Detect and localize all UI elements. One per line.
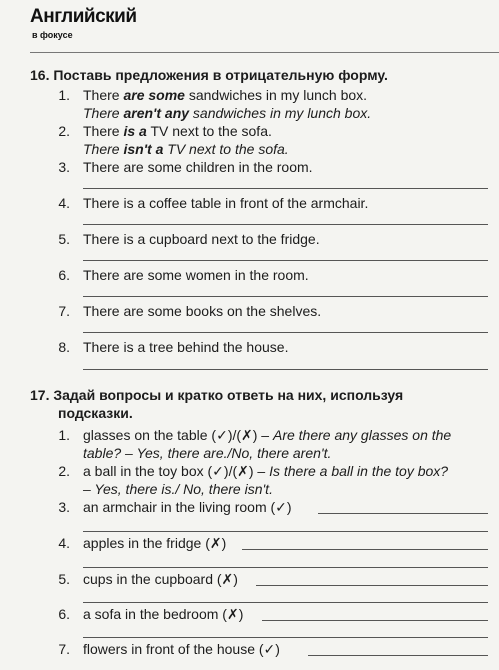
logo — [30, 6, 137, 46]
ex17-item-4: apples in the fridge (✗) — [83, 535, 227, 551]
ex17-item-number: 4. — [58, 535, 70, 551]
ex17-item-number: 7. — [58, 641, 70, 657]
answer-line[interactable] — [318, 513, 488, 514]
answer-line[interactable] — [83, 369, 488, 370]
answer-line[interactable] — [83, 296, 488, 297]
ex17-item-5: cups in the cupboard (✗) — [83, 571, 238, 587]
ex17-answer-1: table? – Yes, there are./No, there aren't. — [83, 445, 332, 461]
ex16-item-6: There are some women in the room. — [83, 267, 309, 283]
answer-line[interactable] — [83, 637, 488, 638]
ex17-answer-2: – Yes, there is./ No, there isn't. — [83, 481, 273, 497]
ex17-item-6: a sofa in the bedroom (✗) — [83, 606, 244, 622]
answer-line[interactable] — [83, 332, 488, 333]
ex17-item-7: flowers in front of the house (✓) — [83, 641, 280, 657]
answer-line[interactable] — [83, 260, 488, 261]
ex17-item-number: 5. — [58, 571, 70, 587]
ex16-item-number: 4. — [58, 195, 70, 211]
ex16-item-number: 7. — [58, 303, 70, 319]
answer-line[interactable] — [83, 567, 488, 568]
answer-line[interactable] — [256, 585, 488, 586]
ex16-item-number: 8. — [58, 339, 70, 355]
ex16-item-2: There is a TV next to the sofa. — [83, 123, 272, 139]
ex17-item-number: 2. — [58, 463, 70, 479]
ex16-item-number: 3. — [58, 159, 70, 175]
ex17-item-number: 6. — [58, 606, 70, 622]
ex16-item-number: 1. — [58, 87, 70, 103]
ex17-item-number: 1. — [58, 427, 70, 443]
ex17-item-number: 3. — [58, 499, 70, 515]
ex16-item-1: There are some sandwiches in my lunch box. — [83, 87, 368, 103]
ex17-item-3: an armchair in the living room (✓) — [83, 499, 292, 515]
answer-line[interactable] — [83, 531, 488, 532]
answer-line[interactable] — [83, 224, 488, 225]
ex16-item-7: There are some books on the shelves. — [83, 303, 322, 319]
ex16-item-4: There is a coffee table in front of the armchair. — [83, 195, 369, 211]
ex16-item-number: 5. — [58, 231, 70, 247]
header-rule — [30, 52, 499, 53]
answer-line[interactable] — [83, 188, 488, 189]
ex16-item-8: There is a tree behind the house. — [83, 339, 289, 355]
ex16-answer-2: There isn't a TV next to the sofa. — [83, 141, 289, 157]
ex16-item-3: There are some children in the room. — [83, 159, 313, 175]
logo-title: Английский — [30, 6, 137, 27]
answer-line[interactable] — [242, 549, 488, 550]
ex16-item-5: There is a cupboard next to the fridge. — [83, 231, 320, 247]
ex17-item-1: glasses on the table (✓)/(✗) – Are there any glasses on the — [83, 427, 452, 443]
answer-line[interactable] — [262, 620, 488, 621]
exercise-16-heading: 16. Поставь предложения в отрицательную форму. — [30, 67, 388, 83]
ex16-item-number: 2. — [58, 123, 70, 139]
ex16-answer-1: There aren't any sandwiches in my lunch box. — [83, 105, 372, 121]
ex16-item-number: 6. — [58, 267, 70, 283]
exercise-17-heading-cont: подсказки. — [58, 405, 133, 421]
answer-line[interactable] — [308, 655, 488, 656]
ex17-item-2: a ball in the toy box (✓)/(✗) – Is there a ball in the toy box? — [83, 463, 449, 479]
exercise-17-heading: 17. Задай вопросы и кратко ответь на них, используя — [30, 387, 404, 403]
answer-line[interactable] — [83, 602, 488, 603]
logo-subtitle: в фокусе — [32, 30, 73, 40]
